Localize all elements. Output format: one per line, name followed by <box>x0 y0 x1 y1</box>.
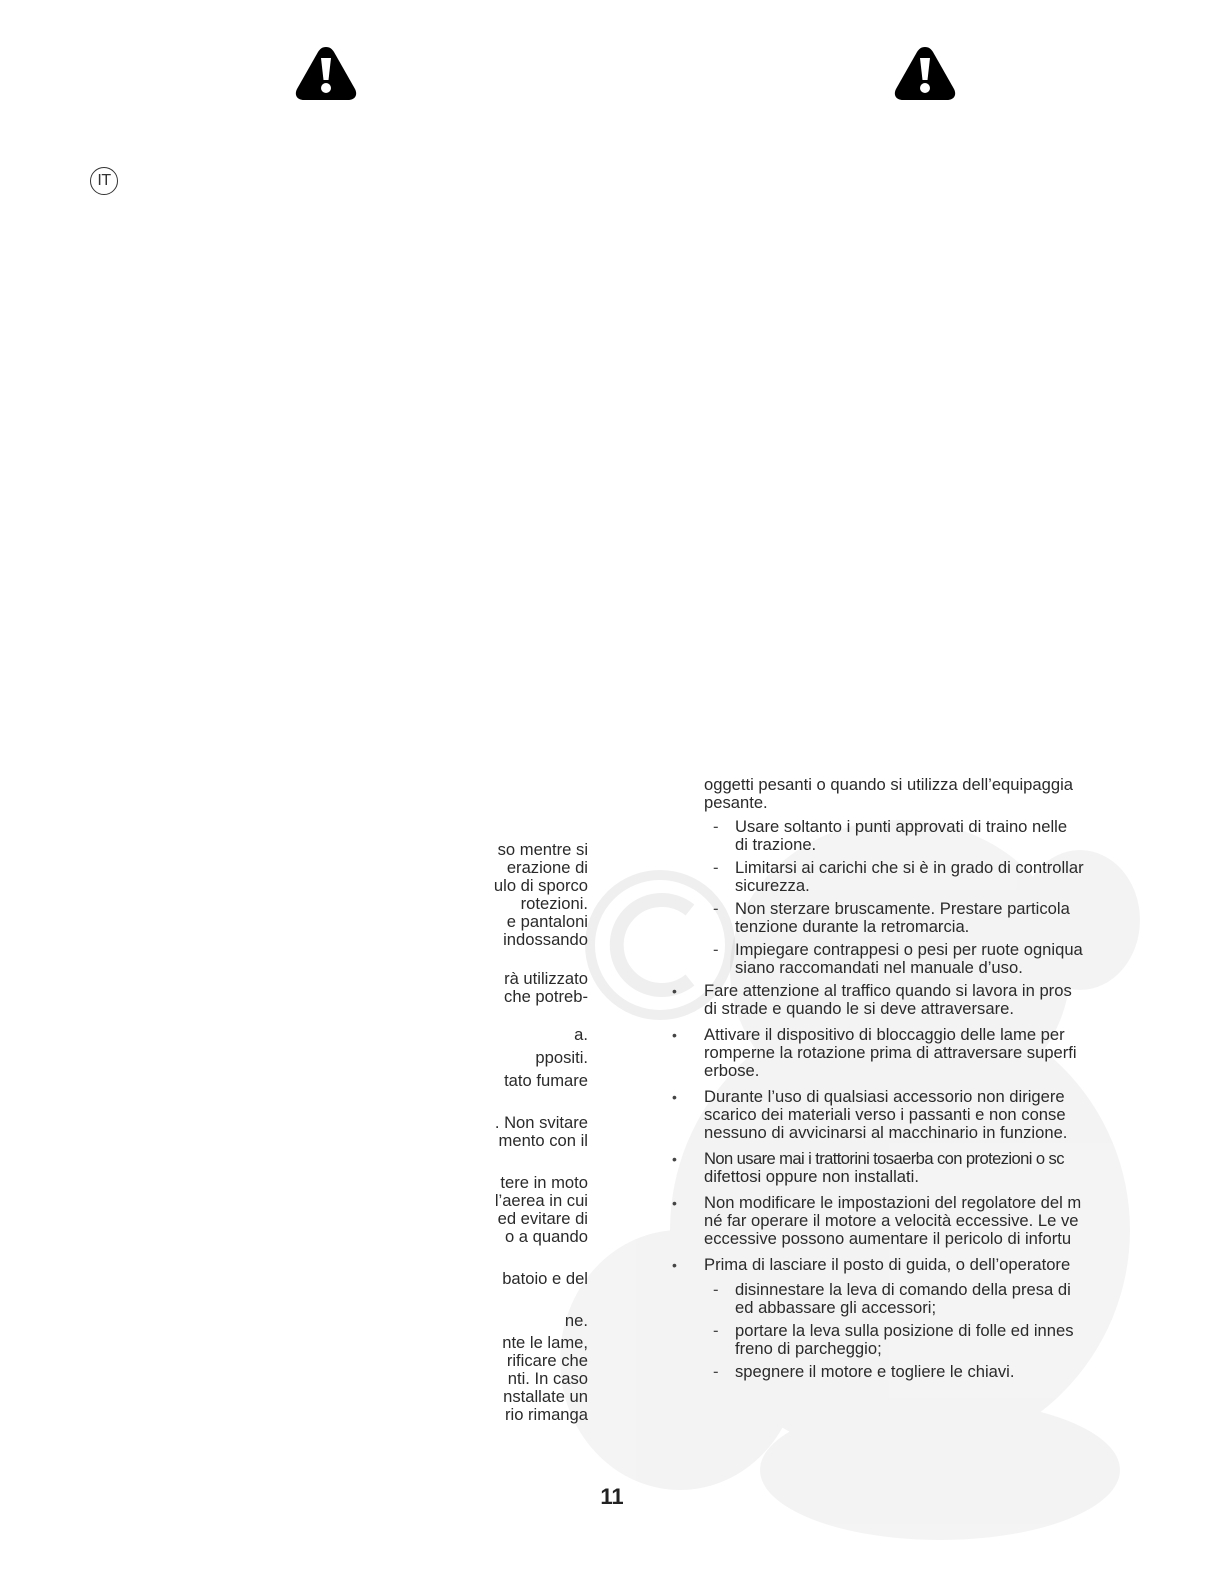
text-line <box>380 1288 588 1306</box>
dash-item <box>658 941 1104 977</box>
bullet-item <box>658 1150 1104 1186</box>
text-line: . Non svitare <box>494 1113 588 1132</box>
text-line: freno di parcheggio; <box>735 1339 882 1358</box>
text-line: - Usare soltanto i punti approvati di traino nelle <box>735 817 1068 836</box>
text-line: di strade e quando le si deve attraversare. <box>704 999 1014 1018</box>
text-line: a. <box>574 1025 588 1044</box>
text-line: sicurezza. <box>735 876 810 895</box>
text-line: ulo di sporco <box>493 876 588 895</box>
text-line: erbose. <box>704 1061 760 1080</box>
text-line: pesante. <box>704 793 768 812</box>
text-line: rificare che <box>506 1351 588 1370</box>
text-line <box>380 1246 588 1264</box>
bullet-item <box>658 1256 1104 1274</box>
text-line: l’aerea in cui <box>494 1191 588 1210</box>
dash-item <box>658 859 1104 895</box>
text-line: siano raccomandati nel manuale d’uso. <box>735 958 1023 977</box>
dash-item <box>658 1322 1104 1358</box>
text-line: • Durante l’uso di qualsiasi accessorio non dirigere <box>704 1087 1065 1106</box>
text-line: nstallate un <box>503 1387 588 1406</box>
text-line: - Impiegare contrappesi o pesi per ruote ogniqua <box>735 940 1083 959</box>
left-column-fragments <box>380 841 588 1424</box>
dash-item <box>658 1363 1104 1381</box>
dash-item <box>658 900 1104 936</box>
text-line: so mentre si <box>497 840 588 859</box>
text-line: • Non usare mai i trattorini tosaerba con protezioni o sc <box>704 1149 1064 1168</box>
text-line: di trazione. <box>735 835 817 854</box>
bullet-item <box>658 1088 1104 1142</box>
warning-triangle-icon <box>893 44 957 102</box>
text-line: erazione di <box>506 858 588 877</box>
text-line: nti. In caso <box>507 1369 588 1388</box>
text-line: oggetti pesanti o quando si utilizza dell’equipaggia <box>704 776 1074 794</box>
bullet-item <box>658 1026 1104 1080</box>
text-line: né far operare il motore a velocità eccessive. Le ve <box>704 1211 1079 1230</box>
text-line: • Non modificare le impostazioni del regolatore del m <box>704 1193 1082 1212</box>
text-line: - disinnestare la leva di comando della presa di <box>735 1280 1071 1299</box>
text-line: e pantaloni <box>506 912 588 931</box>
text-line: ne. <box>564 1311 588 1330</box>
text-line: ed evitare di <box>497 1209 588 1228</box>
text-line: nte le lame, <box>502 1333 588 1352</box>
text-line: indossando <box>503 930 588 949</box>
text-line: - Limitarsi ai carichi che si è in grado di controllar <box>735 858 1084 877</box>
text-line: mento con il <box>498 1131 588 1150</box>
page-number: 11 <box>600 1484 624 1509</box>
text-line: nessuno di avvicinarsi al macchinario in funzione. <box>704 1123 1068 1142</box>
text-line: o a quando <box>504 1227 588 1246</box>
text-line: romperne la rotazione prima di attraversare superfi <box>704 1043 1077 1062</box>
text-line: rio rimanga <box>504 1405 588 1424</box>
text-line: - Non sterzare bruscamente. Prestare particola <box>735 899 1070 918</box>
text-line <box>380 1090 588 1108</box>
text-line: • Fare attenzione al traffico quando si lavora in pros <box>704 981 1072 1000</box>
text-line: • Attivare il dispositivo di bloccaggio delle lame per <box>704 1025 1065 1044</box>
text-line: • Prima di lasciare il posto di guida, o dell’operatore <box>704 1255 1071 1274</box>
text-line: ppositi. <box>535 1048 588 1067</box>
text-line: scarico dei materiali verso i passanti e non conse <box>704 1105 1066 1124</box>
text-line: che potreb- <box>504 987 588 1006</box>
right-column-text <box>658 776 1104 1381</box>
text-line: rotezioni. <box>520 894 588 913</box>
warning-triangle-icon <box>294 44 358 102</box>
text-line: ed abbassare gli accessori; <box>735 1298 937 1317</box>
dash-item <box>658 818 1104 854</box>
text-line: tato fumare <box>504 1071 588 1090</box>
text-line <box>380 949 588 970</box>
text-line: difettosi oppure non installati. <box>704 1167 919 1186</box>
text-line: - spegnere il motore e togliere le chiavi. <box>735 1362 1015 1381</box>
text-line: - portare la leva sulla posizione di folle ed innes <box>735 1321 1074 1340</box>
text-line <box>380 1006 588 1026</box>
text-line: eccessive possono aumentare il pericolo di infortu <box>704 1229 1072 1248</box>
text-line: tere in moto <box>500 1173 588 1192</box>
bullet-item <box>658 1194 1104 1248</box>
dash-item <box>658 1281 1104 1317</box>
bullet-item <box>658 982 1104 1018</box>
language-badge: IT <box>90 167 118 195</box>
text-line: tenzione durante la retromarcia. <box>735 917 970 936</box>
text-line: batoio e del <box>502 1269 588 1288</box>
intro-paragraph <box>658 776 1104 812</box>
text-line: rà utilizzato <box>504 969 588 988</box>
text-line <box>380 1150 588 1168</box>
